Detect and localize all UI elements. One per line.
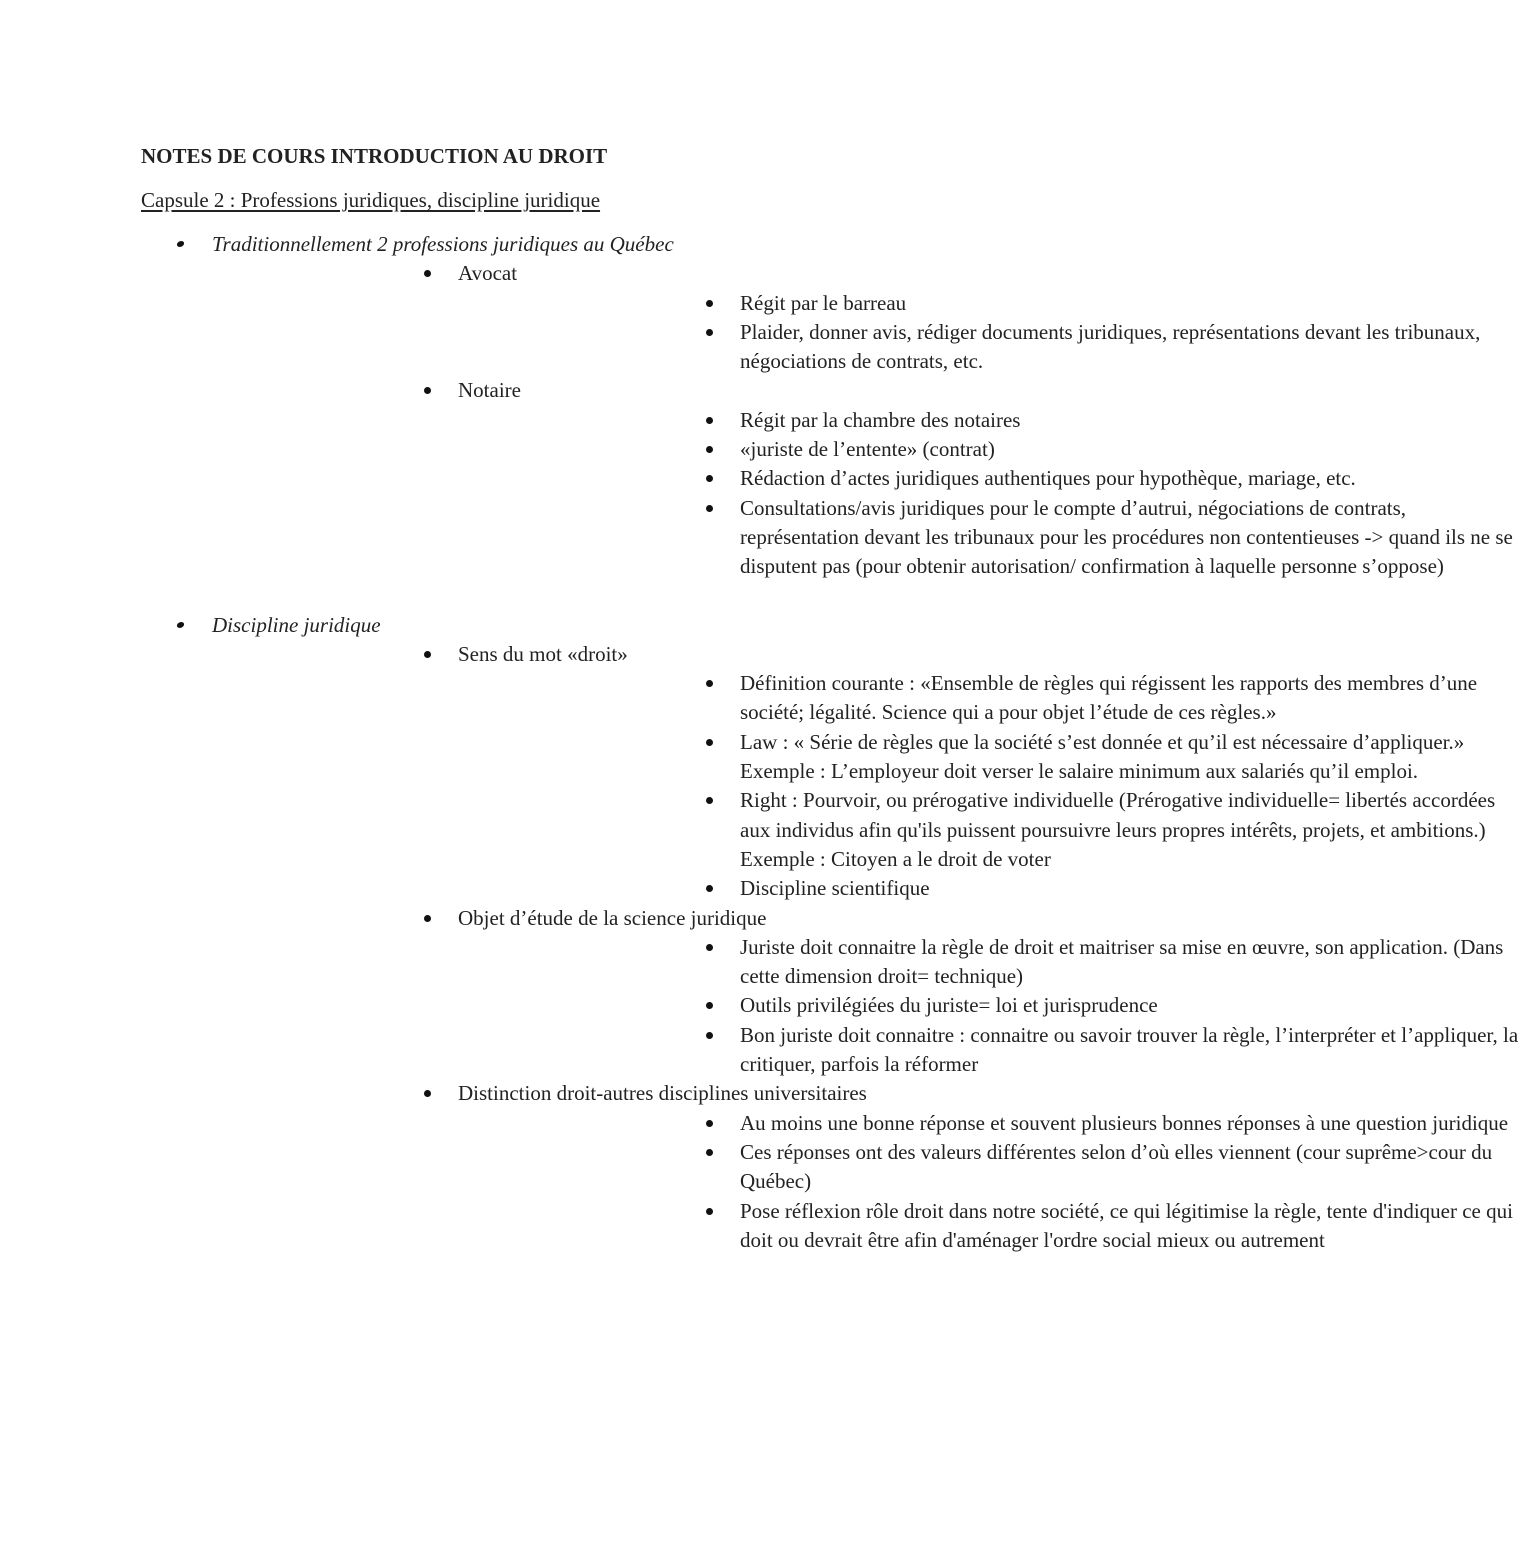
section-heading: Traditionnellement 2 professions juridiques au Québec	[212, 232, 674, 256]
bullet-icon	[706, 1208, 713, 1215]
list-item	[458, 933, 1520, 992]
list-item-text: Law : « Série de règles que la société s’est donnée et qu’il est nécessaire d’appliquer.» Exemple : L’employeur doit verser le salaire minimum aux salariés qu’il emploi.	[740, 729, 1465, 784]
bullet-icon	[706, 417, 713, 424]
notes-outline	[0, 230, 1519, 1255]
bullet-icon	[424, 387, 431, 394]
bullet-icon	[424, 915, 431, 922]
bullet-icon	[176, 241, 185, 247]
list-item-text: Régit par le barreau	[740, 290, 907, 315]
bullet-icon	[706, 329, 713, 336]
list-item	[458, 874, 1520, 903]
subsection-list	[212, 640, 1519, 1255]
bullet-icon	[706, 1002, 713, 1009]
list-item-text: Pose réflexion rôle droit dans notre société, ce qui légitimise la règle, tente d'indiquer ce qui doit ou devrait être afin d'aménager l'ordre social mieux ou autrement	[740, 1198, 1513, 1252]
section-discipline	[0, 611, 1519, 1256]
list-item-text: Discipline scientifique	[740, 876, 930, 901]
list-item-label: Notaire	[458, 378, 521, 403]
list-item-sens-du-mot	[212, 640, 1496, 904]
list-item-text: «juriste de l’entente» (contrat)	[740, 437, 995, 462]
detail-list	[458, 1109, 1513, 1255]
bullet-icon	[176, 622, 185, 628]
bullet-icon	[706, 885, 713, 892]
bullet-icon	[706, 505, 713, 512]
bullet-icon	[706, 944, 713, 951]
detail-list	[458, 933, 1519, 1079]
list-item-text: Régit par la chambre des notaires	[740, 407, 1021, 432]
bullet-icon	[706, 1120, 713, 1127]
bullet-icon	[706, 680, 713, 687]
list-item	[458, 289, 1520, 318]
bullet-icon	[706, 446, 713, 453]
detail-list	[458, 289, 1481, 377]
list-item-text: Outils privilégiées du juriste= loi et jurisprudence	[740, 993, 1158, 1018]
list-item-text: Juriste doit connaitre la règle de droit et maitriser sa mise en œuvre, son application. (Dans cette dimension droit= technique)	[740, 934, 1504, 989]
list-item-label: Avocat	[458, 261, 518, 286]
list-item	[458, 435, 1520, 464]
section-list	[0, 230, 1519, 1255]
list-item	[458, 1109, 1520, 1138]
bullet-icon	[706, 300, 713, 307]
list-item-objet-etude	[212, 904, 1519, 1080]
detail-list	[458, 406, 1513, 582]
bullet-icon	[424, 270, 431, 277]
list-item-text: Au moins une bonne réponse et souvent plusieurs bonnes réponses à une question juridique	[740, 1110, 1509, 1135]
detail-list	[458, 669, 1496, 903]
section-spacer	[0, 582, 1200, 611]
list-item	[458, 1138, 1520, 1197]
list-item-text: Consultations/avis juridiques pour le compte d’autrui, négociations de contrats, représentation devant les tribunaux pour les procédures non contentieuses -> quand ils ne se disputent pas (pour obtenir autorisation/ confirmation à laquelle personne s’oppose)	[740, 495, 1513, 579]
list-item	[458, 406, 1520, 435]
list-item	[458, 464, 1520, 493]
bullet-icon	[424, 1090, 431, 1097]
list-item-label: Distinction droit-autres disciplines universitaires	[458, 1081, 867, 1106]
list-item	[458, 728, 1520, 787]
bullet-icon	[706, 797, 713, 804]
list-item	[458, 1021, 1520, 1080]
section-heading: Discipline juridique	[212, 612, 381, 637]
bullet-icon	[706, 475, 713, 482]
list-item	[458, 991, 1520, 1020]
list-item-notaire	[212, 376, 1513, 581]
list-item-text: Plaider, donner avis, rédiger documents juridiques, représentations devant les tribunaux, négociations de contrats, etc.	[740, 319, 1481, 374]
bullet-icon	[706, 1149, 713, 1156]
list-item	[458, 318, 1520, 377]
list-item-text: Right : Pourvoir, ou prérogative individuelle (Prérogative individuelle= libertés accordées aux individus afin qu'ils puissent poursuivre leurs propres intérêts, projets, et ambitions.) Exemple : Citoyen a le droit de voter	[740, 788, 1496, 871]
list-item	[458, 1197, 1520, 1256]
list-item	[458, 786, 1520, 874]
subsection-list	[212, 259, 1513, 581]
section-professions	[0, 230, 1513, 582]
list-item-distinction	[212, 1079, 1513, 1255]
bullet-icon	[706, 1032, 713, 1039]
list-item-label: Sens du mot «droit»	[458, 641, 628, 666]
list-item-text: Ces réponses ont des valeurs différentes selon d’où elles viennent (cour suprême>cour du Québec)	[740, 1139, 1493, 1194]
list-item	[458, 494, 1520, 582]
document-subtitle: Capsule 2 : Professions juridiques, discipline juridique	[141, 188, 601, 212]
list-item-text: Rédaction d’actes juridiques authentiques pour hypothèque, mariage, etc.	[740, 466, 1356, 491]
list-item-label: Objet d’étude de la science juridique	[458, 905, 767, 930]
list-item-text: Définition courante : «Ensemble de règles qui régissent les rapports des membres d’une société; légalité. Science qui a pour objet l’étude de ces règles.»	[740, 671, 1478, 725]
bullet-icon	[706, 739, 713, 746]
list-item-avocat	[212, 259, 1481, 376]
document-title: NOTES DE COURS INTRODUCTION AU DROIT	[141, 144, 608, 168]
list-item	[458, 669, 1520, 728]
bullet-icon	[424, 651, 431, 658]
list-item-text: Bon juriste doit connaitre : connaitre ou savoir trouver la règle, l’interpréter et l’appliquer, la critiquer, parfois la réformer	[740, 1022, 1519, 1077]
